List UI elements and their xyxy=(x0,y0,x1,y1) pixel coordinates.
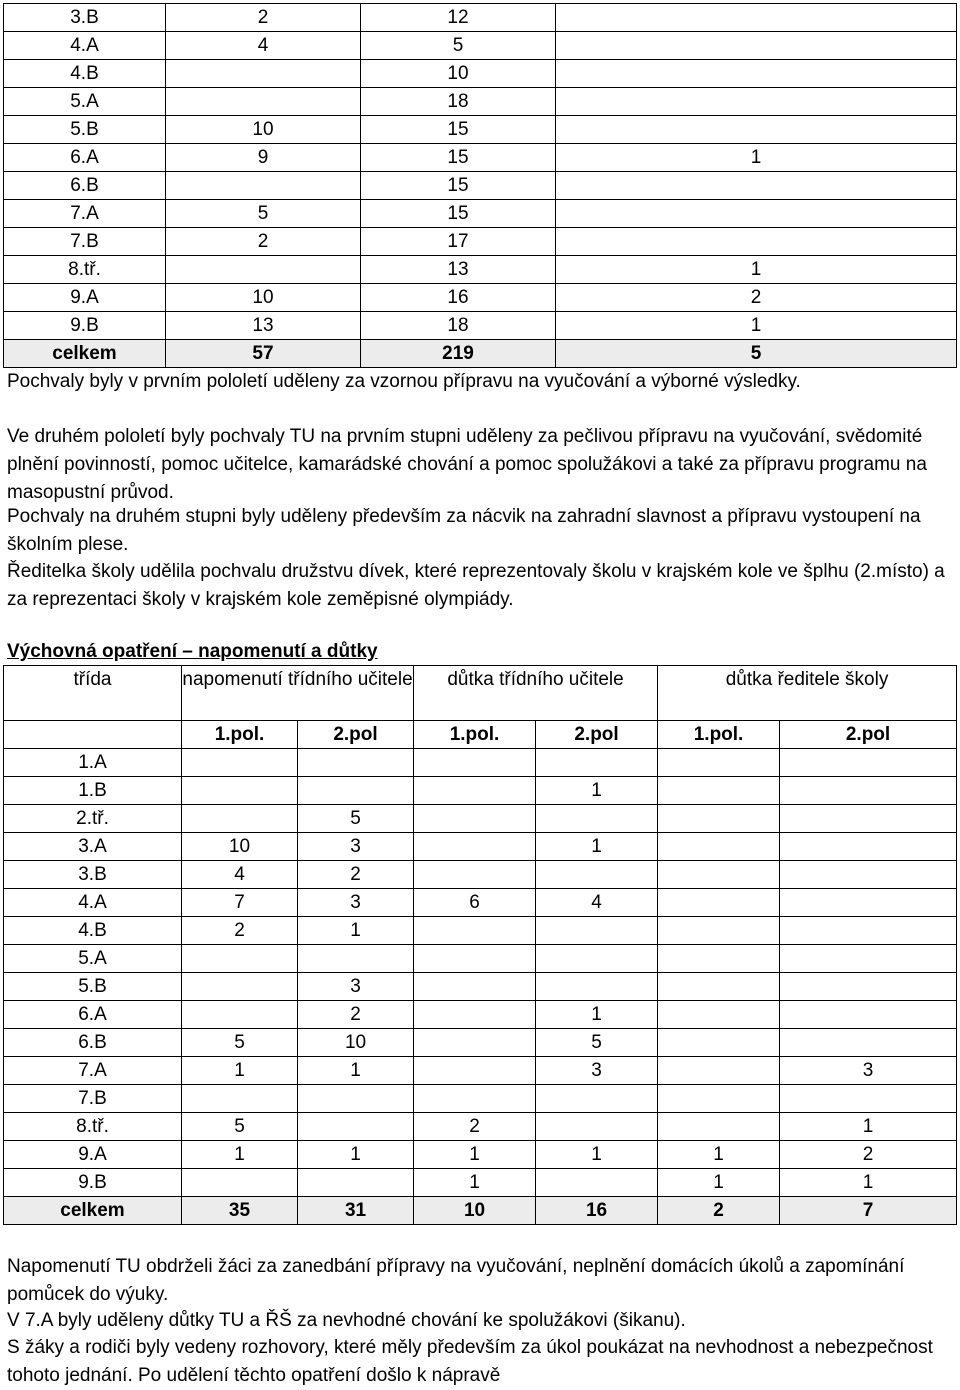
class-cell: celkem xyxy=(4,1197,182,1225)
value-cell xyxy=(182,945,298,973)
value-cell: 3 xyxy=(298,889,414,917)
value-cell xyxy=(414,777,536,805)
value-cell xyxy=(166,88,361,116)
value-cell: 5 xyxy=(536,1029,658,1057)
value-cell: 4 xyxy=(182,861,298,889)
praise-row xyxy=(4,88,957,116)
class-cell: 9.B xyxy=(4,1169,182,1197)
value-cell xyxy=(780,777,957,805)
paragraph-second-half-first-stage: Ve druhém pololetí byly pochvaly TU na prvním stupni uděleny za pečlivou přípravu na vyučování, svědomité plnění povinností, pomoc učitelce, kamarádské chování a pomoc spolužákovi a také za přípravu programu na masopustní průvod. xyxy=(7,426,927,503)
class-cell: 5.B xyxy=(4,973,182,1001)
value-cell: 2 xyxy=(298,1001,414,1029)
value-cell: 2 xyxy=(166,4,361,32)
footer-paragraph-7a: V 7.A byly uděleny důtky TU a ŘŠ za nevhodné chování ke spolužákovi (šikanu). xyxy=(7,1310,686,1331)
measures-row xyxy=(4,1029,957,1057)
value-cell xyxy=(658,889,780,917)
class-cell: 8.tř. xyxy=(4,256,166,284)
praise-row xyxy=(4,60,957,88)
value-cell: 10 xyxy=(166,284,361,312)
value-cell xyxy=(414,945,536,973)
value-cell xyxy=(658,805,780,833)
value-cell: 18 xyxy=(361,312,556,340)
value-cell: 2 xyxy=(780,1141,957,1169)
value-cell: 12 xyxy=(361,4,556,32)
value-cell xyxy=(182,749,298,777)
class-cell: 6.A xyxy=(4,1001,182,1029)
praise-row xyxy=(4,200,957,228)
value-cell xyxy=(298,749,414,777)
value-cell xyxy=(298,945,414,973)
class-cell: 6.A xyxy=(4,144,166,172)
value-cell xyxy=(414,1085,536,1113)
class-cell: 1.A xyxy=(4,749,182,777)
class-cell: 4.B xyxy=(4,917,182,945)
value-cell: 7 xyxy=(780,1197,957,1225)
value-cell: 5 xyxy=(298,805,414,833)
value-cell xyxy=(182,973,298,1001)
value-cell xyxy=(658,833,780,861)
subheader-cell: 1.pol. xyxy=(182,721,298,749)
class-cell: 3.A xyxy=(4,833,182,861)
value-cell: 219 xyxy=(361,340,556,368)
value-cell xyxy=(556,200,957,228)
value-cell: 1 xyxy=(536,777,658,805)
class-cell: 3.B xyxy=(4,861,182,889)
footer-paragraph-reprimands: Napomenutí TU obdrželi žáci za zanedbání přípravy na vyučování, neplnění domácích úkolů a zapomínání pomůcek do výuky. xyxy=(7,1256,905,1305)
measures-row xyxy=(4,889,957,917)
value-cell: 31 xyxy=(298,1197,414,1225)
praise-row xyxy=(4,284,957,312)
value-cell: 5 xyxy=(182,1113,298,1141)
value-cell: 1 xyxy=(658,1141,780,1169)
value-cell: 2 xyxy=(166,228,361,256)
value-cell xyxy=(182,1169,298,1197)
value-cell: 1 xyxy=(556,256,957,284)
praise-table xyxy=(3,3,957,368)
praise-row xyxy=(4,32,957,60)
value-cell xyxy=(414,917,536,945)
value-cell xyxy=(556,228,957,256)
measures-row xyxy=(4,1113,957,1141)
class-cell: 5.B xyxy=(4,116,166,144)
value-cell: 6 xyxy=(414,889,536,917)
class-cell: 7.B xyxy=(4,1085,182,1113)
class-cell: 5.A xyxy=(4,945,182,973)
value-cell xyxy=(658,1001,780,1029)
paragraph-first-half-praise: Pochvaly byly v prvním pololetí uděleny za vzornou přípravu na vyučování a výborné výsledky. xyxy=(7,371,801,392)
measures-row xyxy=(4,833,957,861)
value-cell xyxy=(536,749,658,777)
measures-table xyxy=(3,665,957,1225)
value-cell xyxy=(414,1029,536,1057)
value-cell: 13 xyxy=(166,312,361,340)
value-cell xyxy=(780,833,957,861)
praise-row xyxy=(4,4,957,32)
class-cell: celkem xyxy=(4,340,166,368)
value-cell: 5 xyxy=(556,340,957,368)
value-cell: 15 xyxy=(361,116,556,144)
measures-row xyxy=(4,1141,957,1169)
value-cell: 7 xyxy=(182,889,298,917)
value-cell xyxy=(536,1169,658,1197)
class-cell: 3.B xyxy=(4,4,166,32)
subheader-cell: 2.pol xyxy=(536,721,658,749)
value-cell xyxy=(556,116,957,144)
header-napomenuti: napomenutí třídního učitele xyxy=(182,666,414,721)
value-cell xyxy=(658,1057,780,1085)
value-cell xyxy=(536,805,658,833)
value-cell xyxy=(536,917,658,945)
value-cell: 3 xyxy=(298,973,414,1001)
value-cell: 35 xyxy=(182,1197,298,1225)
value-cell xyxy=(556,32,957,60)
class-cell: 4.A xyxy=(4,889,182,917)
value-cell xyxy=(780,917,957,945)
value-cell: 15 xyxy=(361,172,556,200)
value-cell: 1 xyxy=(414,1169,536,1197)
measures-row xyxy=(4,1057,957,1085)
value-cell: 16 xyxy=(361,284,556,312)
class-cell: 7.A xyxy=(4,1057,182,1085)
value-cell: 2 xyxy=(182,917,298,945)
value-cell xyxy=(414,973,536,1001)
value-cell: 1 xyxy=(780,1113,957,1141)
header-dutka-reditele: důtka ředitele školy xyxy=(658,666,957,721)
value-cell xyxy=(780,1085,957,1113)
value-cell: 10 xyxy=(166,116,361,144)
value-cell: 1 xyxy=(536,1141,658,1169)
value-cell xyxy=(536,1085,658,1113)
measures-row xyxy=(4,1085,957,1113)
value-cell xyxy=(780,889,957,917)
value-cell: 15 xyxy=(361,144,556,172)
praise-row xyxy=(4,256,957,284)
class-cell: 9.A xyxy=(4,284,166,312)
value-cell xyxy=(166,172,361,200)
value-cell: 5 xyxy=(166,200,361,228)
value-cell xyxy=(780,1029,957,1057)
praise-total-row xyxy=(4,340,957,368)
value-cell xyxy=(658,917,780,945)
value-cell: 1 xyxy=(414,1141,536,1169)
measures-row xyxy=(4,973,957,1001)
class-cell: 6.B xyxy=(4,1029,182,1057)
class-cell: 7.B xyxy=(4,228,166,256)
value-cell: 2 xyxy=(298,861,414,889)
value-cell: 1 xyxy=(182,1141,298,1169)
value-cell: 1 xyxy=(298,1141,414,1169)
value-cell xyxy=(556,60,957,88)
value-cell xyxy=(298,1113,414,1141)
value-cell: 2 xyxy=(658,1197,780,1225)
value-cell xyxy=(556,172,957,200)
subheader-cell: 1.pol. xyxy=(414,721,536,749)
value-cell: 10 xyxy=(298,1029,414,1057)
value-cell: 1 xyxy=(780,1169,957,1197)
class-cell: 2.tř. xyxy=(4,805,182,833)
value-cell xyxy=(414,749,536,777)
value-cell: 1 xyxy=(658,1169,780,1197)
value-cell: 18 xyxy=(361,88,556,116)
value-cell: 1 xyxy=(556,312,957,340)
measures-row xyxy=(4,805,957,833)
value-cell: 2 xyxy=(556,284,957,312)
value-cell: 1 xyxy=(298,1057,414,1085)
value-cell: 57 xyxy=(166,340,361,368)
value-cell xyxy=(536,1113,658,1141)
measures-row xyxy=(4,917,957,945)
value-cell: 1 xyxy=(556,144,957,172)
value-cell: 9 xyxy=(166,144,361,172)
value-cell: 4 xyxy=(166,32,361,60)
class-cell: 8.tř. xyxy=(4,1113,182,1141)
value-cell xyxy=(414,1057,536,1085)
value-cell xyxy=(298,1169,414,1197)
value-cell: 3 xyxy=(298,833,414,861)
subheader-cell: 2.pol xyxy=(298,721,414,749)
header-trida: třída xyxy=(4,666,182,721)
measures-row xyxy=(4,749,957,777)
measures-row xyxy=(4,945,957,973)
value-cell xyxy=(536,945,658,973)
value-cell: 10 xyxy=(361,60,556,88)
measures-subheader-row xyxy=(4,721,957,749)
value-cell xyxy=(556,4,957,32)
value-cell xyxy=(556,88,957,116)
class-cell: 4.B xyxy=(4,60,166,88)
measures-row xyxy=(4,777,957,805)
class-cell: 7.A xyxy=(4,200,166,228)
measures-header-row xyxy=(4,666,957,721)
value-cell xyxy=(414,861,536,889)
value-cell xyxy=(780,805,957,833)
value-cell: 17 xyxy=(361,228,556,256)
praise-row xyxy=(4,116,957,144)
value-cell: 1 xyxy=(182,1057,298,1085)
paragraph-second-stage: Pochvaly na druhém stupni byly uděleny především za nácvik na zahradní slavnost a přípravu vystoupení na školním plese. xyxy=(7,506,921,555)
value-cell xyxy=(658,973,780,1001)
value-cell xyxy=(414,805,536,833)
value-cell xyxy=(182,1085,298,1113)
value-cell: 10 xyxy=(414,1197,536,1225)
class-cell: 9.B xyxy=(4,312,166,340)
value-cell xyxy=(658,749,780,777)
value-cell xyxy=(658,861,780,889)
value-cell xyxy=(298,777,414,805)
measures-total-row xyxy=(4,1197,957,1225)
value-cell xyxy=(658,1085,780,1113)
value-cell: 1 xyxy=(536,833,658,861)
header-dutka-tridniho: důtka třídního učitele xyxy=(414,666,658,721)
subheader-cell: 2.pol xyxy=(780,721,957,749)
subheader-empty xyxy=(4,721,182,749)
praise-table-body xyxy=(4,4,957,368)
measures-row xyxy=(4,861,957,889)
class-cell: 1.B xyxy=(4,777,182,805)
value-cell xyxy=(414,1001,536,1029)
praise-row xyxy=(4,312,957,340)
value-cell xyxy=(658,777,780,805)
value-cell xyxy=(536,861,658,889)
paragraph-director-praise: Ředitelka školy udělila pochvalu družstvu dívek, které reprezentovaly školu v krajském kole ve šplhu (2.místo) a za reprezentaci školy v krajském kole zeměpisné olympiády. xyxy=(7,561,945,610)
value-cell xyxy=(658,1029,780,1057)
measures-row xyxy=(4,1169,957,1197)
value-cell: 3 xyxy=(780,1057,957,1085)
praise-row xyxy=(4,172,957,200)
footer-paragraph-talks: S žáky a rodiči byly vedeny rozhovory, které měly především za úkol poukázat na nevhodnost a nebezpečnost tohoto jednání. Po udělení těchto opatření došlo k nápravě xyxy=(7,1337,933,1386)
measures-row xyxy=(4,1001,957,1029)
class-cell: 4.A xyxy=(4,32,166,60)
value-cell: 10 xyxy=(182,833,298,861)
value-cell: 3 xyxy=(536,1057,658,1085)
class-cell: 5.A xyxy=(4,88,166,116)
value-cell: 13 xyxy=(361,256,556,284)
value-cell: 4 xyxy=(536,889,658,917)
value-cell: 5 xyxy=(182,1029,298,1057)
measures-table-body xyxy=(4,666,957,1225)
value-cell: 16 xyxy=(536,1197,658,1225)
value-cell xyxy=(780,749,957,777)
value-cell xyxy=(658,945,780,973)
praise-row xyxy=(4,228,957,256)
value-cell xyxy=(536,973,658,1001)
value-cell xyxy=(414,833,536,861)
value-cell xyxy=(780,973,957,1001)
value-cell xyxy=(780,1001,957,1029)
value-cell xyxy=(166,256,361,284)
value-cell xyxy=(182,1001,298,1029)
value-cell: 1 xyxy=(298,917,414,945)
value-cell: 15 xyxy=(361,200,556,228)
section-heading-measures: Výchovná opatření – napomenutí a důtky xyxy=(7,641,378,662)
class-cell: 6.B xyxy=(4,172,166,200)
value-cell: 1 xyxy=(536,1001,658,1029)
value-cell xyxy=(182,805,298,833)
value-cell xyxy=(780,945,957,973)
value-cell xyxy=(780,861,957,889)
value-cell xyxy=(298,1085,414,1113)
class-cell: 9.A xyxy=(4,1141,182,1169)
value-cell xyxy=(182,777,298,805)
subheader-cell: 1.pol. xyxy=(658,721,780,749)
value-cell: 2 xyxy=(414,1113,536,1141)
value-cell xyxy=(658,1113,780,1141)
value-cell xyxy=(166,60,361,88)
praise-row xyxy=(4,144,957,172)
value-cell: 5 xyxy=(361,32,556,60)
